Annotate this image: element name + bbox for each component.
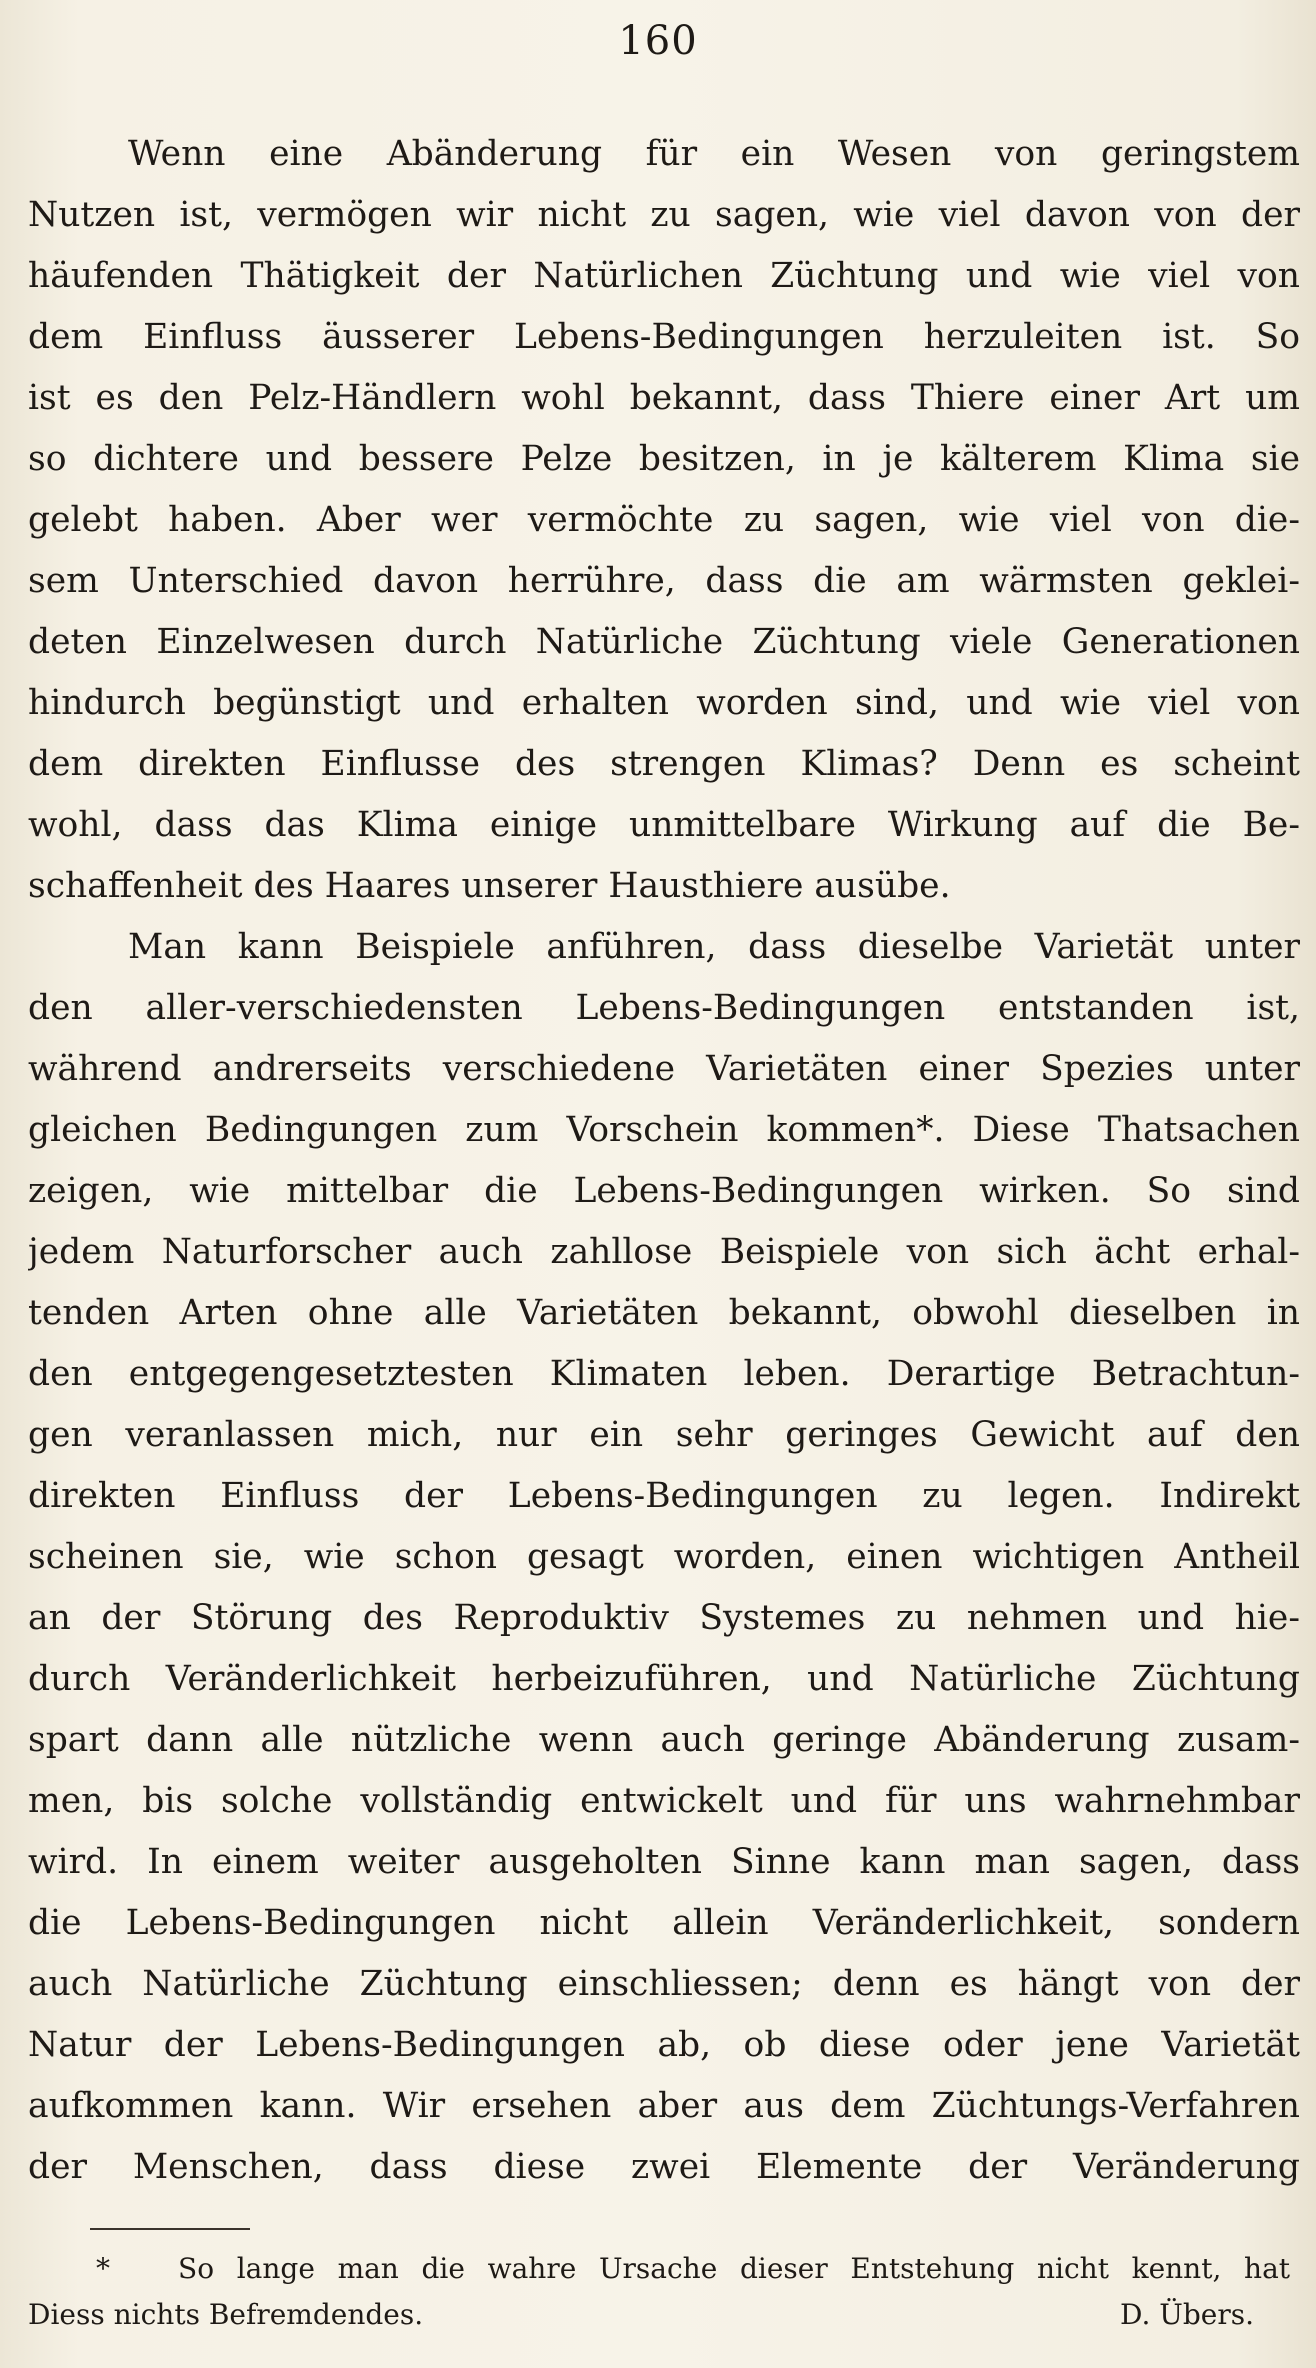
text-line: wohl, dass das Klima einige unmittelbare Wirkung auf die Be-	[28, 805, 1300, 845]
text-line: der Menschen, dass diese zwei Elemente der Veränderung	[28, 2147, 1300, 2187]
text-line: gleichen Bedingungen zum Vorschein kommen*. Diese Thatsachen	[28, 1110, 1300, 1150]
text-line: scheinen sie, wie schon gesagt worden, einen wichtigen Antheil	[28, 1537, 1300, 1577]
text-line: häufenden Thätigkeit der Natürlichen Züchtung und wie viel von	[28, 256, 1300, 296]
text-line: auch Natürliche Züchtung einschliessen; denn es hängt von der	[28, 1964, 1300, 2004]
text-line: schaffenheit des Haares unserer Hausthiere ausübe.	[28, 866, 951, 906]
text-line: direkten Einfluss der Lebens-Bedingungen zu legen. Indirekt	[28, 1476, 1300, 1516]
footnote-line	[28, 2292, 1290, 2338]
footnote-line	[28, 2246, 1290, 2292]
text-line: Wenn eine Abänderung für ein Wesen von geringstem	[128, 134, 1300, 174]
text-line: tenden Arten ohne alle Varietäten bekannt, obwohl dieselben in	[28, 1293, 1300, 1333]
text-line: sem Unterschied davon herrühre, dass die am wärmsten geklei-	[28, 561, 1300, 601]
text-line: wird. In einem weiter ausgeholten Sinne kann man sagen, dass	[28, 1842, 1300, 1882]
text-line: während andrerseits verschiedene Varietäten einer Spezies unter	[28, 1049, 1300, 1089]
text-line: so dichtere und bessere Pelze besitzen, in je kälterem Klima sie	[28, 439, 1300, 479]
text-line: an der Störung des Reproduktiv Systemes zu nehmen und hie-	[28, 1598, 1300, 1638]
text-line: durch Veränderlichkeit herbeizuführen, und Natürliche Züchtung	[28, 1659, 1300, 1699]
page-number: 160	[618, 18, 698, 64]
footnote-text: Diess nichts Befremdendes.	[28, 2298, 424, 2331]
text-line: men, bis solche vollständig entwickelt und für uns wahrnehmbar	[28, 1781, 1300, 1821]
text-line: spart dann alle nützliche wenn auch geringe Abänderung zusam-	[28, 1720, 1300, 1760]
text-line: aufkommen kann. Wir ersehen aber aus dem Züchtungs-Verfahren	[28, 2086, 1300, 2126]
text-line: zeigen, wie mittelbar die Lebens-Bedingungen wirken. So sind	[28, 1171, 1300, 1211]
text-line: gen veranlassen mich, nur ein sehr geringes Gewicht auf den	[28, 1415, 1300, 1455]
text-line: Natur der Lebens-Bedingungen ab, ob diese oder jene Varietät	[28, 2025, 1300, 2065]
text-line: dem direkten Einflusse des strengen Klimas? Denn es scheint	[28, 744, 1300, 784]
text-line: den entgegengesetztesten Klimaten leben. Derartige Betrachtun-	[28, 1354, 1300, 1394]
text-line: jedem Naturforscher auch zahllose Beispiele von sich ächt erhal-	[28, 1232, 1300, 1272]
body-text	[28, 124, 1300, 2198]
text-line: deten Einzelwesen durch Natürliche Züchtung viele Generationen	[28, 622, 1300, 662]
footnote-text: So lange man die wahre Ursache dieser Entstehung nicht kennt, hat	[178, 2252, 1290, 2285]
footnote-divider	[90, 2228, 250, 2230]
text-line: ist es den Pelz-Händlern wohl bekannt, dass Thiere einer Art um	[28, 378, 1300, 418]
footnote-marker: *	[96, 2252, 110, 2285]
text-line: dem Einfluss äusserer Lebens-Bedingungen herzuleiten ist. So	[28, 317, 1300, 357]
footnote-signature: D. Übers.	[1120, 2298, 1254, 2331]
footnote	[28, 2246, 1290, 2338]
text-line: Man kann Beispiele anführen, dass dieselbe Varietät unter	[128, 927, 1300, 967]
text-line: gelebt haben. Aber wer vermöchte zu sagen, wie viel von die-	[28, 500, 1300, 540]
text-line: Nutzen ist, vermögen wir nicht zu sagen, wie viel davon von der	[28, 195, 1300, 235]
text-line: die Lebens-Bedingungen nicht allein Veränderlichkeit, sondern	[28, 1903, 1300, 1943]
text-line: hindurch begünstigt und erhalten worden sind, und wie viel von	[28, 683, 1300, 723]
text-line: den aller-verschiedensten Lebens-Bedingungen entstanden ist,	[28, 988, 1300, 1028]
